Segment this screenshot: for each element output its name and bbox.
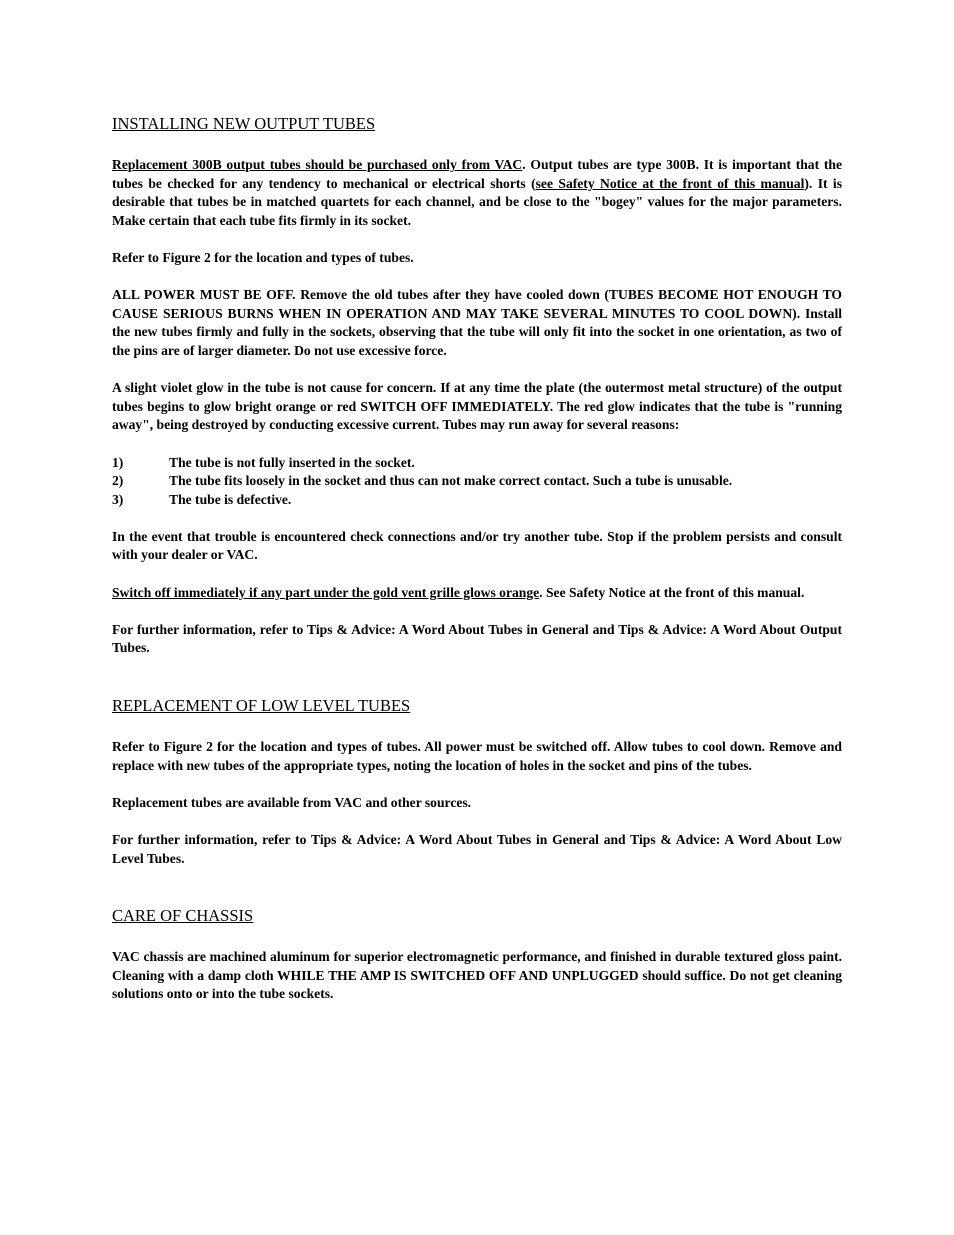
paragraph-chassis-care: VAC chassis are machined aluminum for superior electromagnetic performance, and finished in durable textured gloss paint. Cleaning with a damp cloth WHILE THE AMP IS SWITCHED OFF AND UNPLUGGED should suffice. Do not get cleaning solutions onto or into the tube sockets.	[112, 949, 842, 1002]
paragraph-replacement-300b	[112, 156, 842, 230]
section-title-installing: INSTALLING NEW OUTPUT TUBES	[112, 114, 376, 133]
list-number: 2)	[112, 473, 124, 489]
list-item	[112, 454, 842, 473]
list-text: The tube is not fully inserted in the socket.	[169, 454, 415, 470]
document-page	[112, 114, 842, 1004]
section-title-chassis: CARE OF CHASSIS	[112, 906, 254, 926]
list-number: 1)	[112, 454, 124, 470]
list-text: The tube fits loosely in the socket and thus can not make correct contact. Such a tube is unusable.	[169, 473, 733, 489]
paragraph-low-level-refer: Refer to Figure 2 for the location and types of tubes. All power must be switched off. Allow tubes to cool down. Remove and replace with new tubes of the appropriate types, noting the location of holes in the socket and pins of the tubes.	[112, 739, 842, 773]
underlined-text: Replacement 300B output tubes should be purchased only from VAC	[112, 157, 523, 172]
paragraph-text: ). It is desirable that tubes be in matched quartets for each channel, and be close to the "bogey" values for the major parameters. Make certain that each tube fits firmly in its socket.	[112, 175, 842, 228]
paragraph-figure-ref: Refer to Figure 2 for the location and types of tubes.	[112, 249, 414, 265]
list-number: 3)	[112, 491, 124, 507]
reasons-list	[112, 454, 842, 510]
section-title-low-level: REPLACEMENT OF LOW LEVEL TUBES	[112, 696, 411, 716]
paragraph-violet-glow: A slight violet glow in the tube is not cause for concern. If at any time the plate (the outermost metal structure) of the output tubes begins to glow bright orange or red SWITCH OFF IMMEDIATELY. The red glow indicates that the tube is "running away", being destroyed by conducting excessive current. Tubes may run away for several reasons:	[112, 380, 842, 433]
paragraph-further-info: For further information, refer to Tips & Advice: A Word About Tubes in General and Tips & Advice: A Word About Output Tubes.	[112, 621, 842, 656]
safety-notice-link[interactable]: see Safety Notice at the front of this manual	[535, 175, 805, 191]
list-item	[112, 491, 842, 510]
paragraph-trouble: In the event that trouble is encountered check connections and/or try another tube. Stop if the problem persists and consult with your dealer or VAC.	[112, 528, 842, 563]
paragraph-power-off: ALL POWER MUST BE OFF. Remove the old tubes after they have cooled down (TUBES BECOME HOT ENOUGH TO CAUSE SERIOUS BURNS WHEN IN OPERATION AND MAY TAKE SEVERAL MINUTES TO COOL DOWN). Install the new tubes firmly and fully in the sockets, observing that the tube will only fit into the socket in one orientation, as two of the pins are of larger diameter. Do not use excessive force.	[112, 287, 842, 358]
paragraph-low-level-availability: Replacement tubes are available from VAC and other sources.	[112, 794, 472, 810]
list-item	[112, 472, 842, 491]
paragraph-low-level-further-info: For further information, refer to Tips & Advice: A Word About Tubes in General and Tips & Advice: A Word About Low Level Tubes.	[112, 832, 842, 866]
paragraph-text: . See Safety Notice at the front of this manual.	[539, 584, 805, 600]
paragraph-text: . Output tubes are type 300B. It is important that the tubes be checked for any tendency to mechanical or electrical shorts (	[112, 157, 842, 191]
list-text: The tube is defective.	[169, 491, 292, 507]
underlined-warning: Switch off immediately if any part under the gold vent grille glows orange	[112, 584, 540, 600]
paragraph-switch-off	[112, 584, 842, 603]
